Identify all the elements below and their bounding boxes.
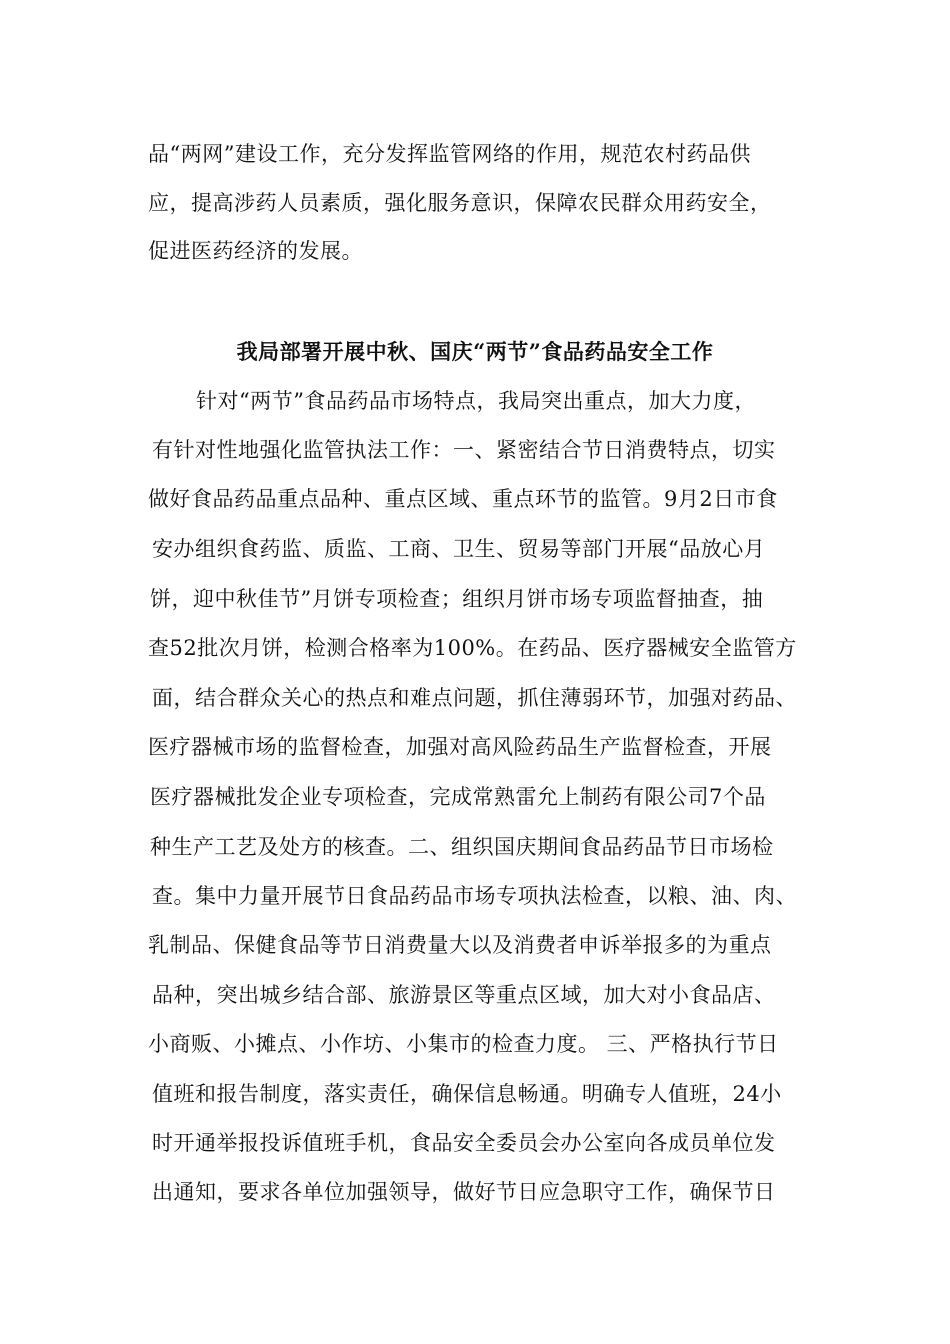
body-line-6: 查52批次月饼，检测合格率为100%。在药品、医疗器械安全监管方 [148,636,797,660]
body-line-2: 有针对性地强化监管执法工作：一、紧密结合节日消费特点，切实 [152,438,776,462]
body-line-15: 值班和报告制度，落实责任，确保信息畅通。明确专人值班，24小 [152,1082,782,1106]
intro-line-1: 品“两网”建设工作，充分发挥监管网络的作用，规范农村药品供 [148,142,751,166]
body-line-16: 时开通举报投诉值班手机，食品安全委员会办公室向各成员单位发 [152,1131,776,1155]
body-line-17: 出通知，要求各单位加强领导，做好节日应急职守工作，确保节日 [152,1180,776,1204]
intro-line-3: 促进医药经济的发展。 [148,239,363,263]
section-title: 我局部署开展中秋、国庆“两节”食品药品安全工作 [236,339,714,364]
body-line-9: 医疗器械批发企业专项检查，完成常熟雷允上制药有限公司7个品 [150,785,766,809]
body-line-8: 医疗器械市场的监督检查，加强对高风险药品生产监督检查，开展 [148,735,772,759]
body-line-7: 面，结合群众关心的热点和难点问题，抓住薄弱环节，加强对药品、 [152,686,797,710]
body-line-5: 饼，迎中秋佳节”月饼专项检查；组织月饼市场专项监督抽查，抽 [150,587,764,611]
body-line-3: 做好食品药品重点品种、重点区域、重点环节的监管。9月2日市食 [148,487,778,511]
intro-line-2: 应，提高涉药人员素质，强化服务意识，保障农民群众用药安全， [148,191,772,215]
body-line-13: 品种，突出城乡结合部、旅游景区等重点区域，加大对小食品店、 [152,983,776,1007]
body-line-11: 查。集中力量开展节日食品药品市场专项执法检查，以粮、油、肉、 [152,884,797,908]
body-line-4: 安办组织食药监、质监、工商、卫生、贸易等部门开展“品放心月 [152,537,766,561]
body-line-10: 种生产工艺及处方的核查。二、组织国庆期间食品药品节日市场检 [150,835,774,859]
body-line-14: 小商贩、小摊点、小作坊、小集市的检查力度。 三、严格执行节日 [148,1032,779,1056]
body-line-1: 针对“两节”食品药品市场特点，我局突出重点，加大力度， [196,389,756,413]
body-line-12: 乳制品、保健食品等节日消费量大以及消费者申诉举报多的为重点 [148,933,772,957]
